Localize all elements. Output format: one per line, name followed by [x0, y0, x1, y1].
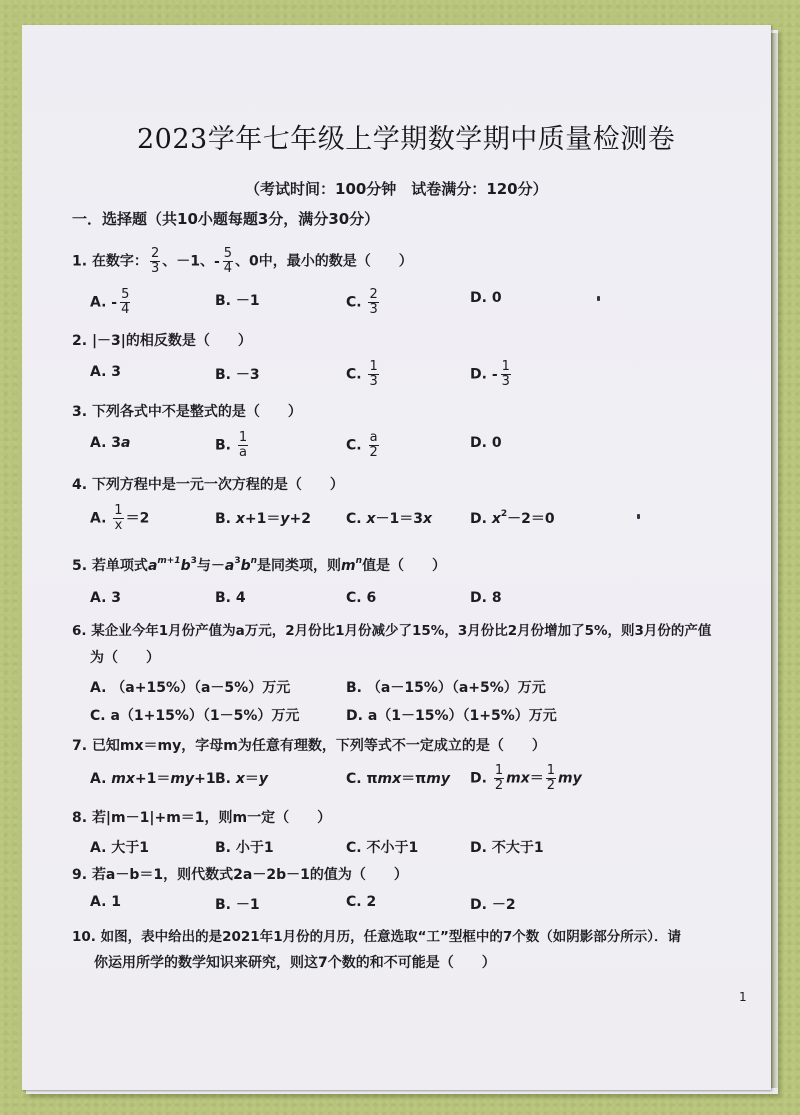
option-9b[interactable]: B. －1 — [215, 897, 260, 913]
option-9c[interactable]: C. 2 — [346, 894, 377, 910]
option-5a[interactable]: A. 3 — [90, 590, 122, 606]
option-9d[interactable]: D. －2 — [470, 897, 516, 913]
option-4b[interactable]: B. x+1＝y+2 — [215, 511, 312, 527]
option-2c[interactable]: C. $\frac{1}{3}$ — [346, 359, 378, 389]
paper-speck — [597, 296, 600, 301]
option-1d[interactable]: D. 0 — [470, 290, 502, 306]
option-8b[interactable]: B. 小于1 — [215, 840, 274, 856]
option-8c[interactable]: C. 不小于1 — [346, 840, 419, 856]
option-1a[interactable]: A. - $\frac{5}{4}$ — [90, 287, 130, 317]
option-3b[interactable]: B. $\frac{1}{a}$ — [215, 430, 248, 460]
option-3a[interactable]: A. 3a — [90, 435, 131, 451]
fraction: $\frac{1}{3}$ — [501, 359, 510, 389]
question-3: 3. 下列各式中不是整式的是（ ） — [72, 404, 302, 420]
exam-info: （考试时间：100分钟 试卷满分：120分） — [245, 180, 548, 198]
option-5d[interactable]: D. 8 — [470, 590, 502, 606]
question-10-line2: 你运用所学的数学知识来研究，则这7个数的和不可能是（ ） — [94, 955, 496, 971]
section-heading: 一．选择题（共10小题每题3分，满分30分） — [72, 210, 380, 228]
question-10: 10. 如图，表中给出的是2021年1月份的月历，任意选取“工”型框中的7个数（如阴影部分所示）．请 — [72, 929, 681, 945]
question-number: 1. — [72, 253, 88, 270]
option-6c[interactable]: C. a（1+15%）（1－5%）万元 — [90, 708, 300, 724]
option-7c[interactable]: C. πmx＝πmy — [346, 771, 450, 787]
option-5b[interactable]: B. 4 — [215, 590, 246, 606]
option-2a[interactable]: A. 3 — [90, 364, 122, 380]
question-1: 1. 在数字： $\frac{2}{3}$ 、－1、- $\frac{5}{4}$ 、0中，最小的数是（ ） — [72, 246, 413, 276]
fraction: $\frac{1}{2}$ — [546, 763, 556, 793]
question-2: 2. |－3|的相反数是（ ） — [72, 333, 252, 349]
fraction: $\frac{1}{a}$ — [238, 430, 248, 460]
page-title: 2023学年七年级上学期数学期中质量检测卷 — [137, 124, 676, 155]
fraction: $\frac{5}{4}$ — [121, 287, 130, 317]
option-4d[interactable]: D. $x^2-2=0$ — [470, 509, 555, 527]
option-1c[interactable]: C. $\frac{2}{3}$ — [346, 287, 378, 317]
option-6a[interactable]: A. （a+15%）（a－5%）万元 — [90, 680, 291, 696]
question-8: 8. 若|m－1|+m＝1，则m一定（ ） — [72, 810, 332, 826]
question-4: 4. 下列方程中是一元一次方程的是（ ） — [72, 477, 344, 493]
option-2b[interactable]: B. －3 — [215, 367, 260, 383]
option-2d[interactable]: D. - $\frac{1}{3}$ — [470, 359, 510, 389]
option-3c[interactable]: C. $\frac{a}{2}$ — [346, 430, 378, 460]
option-8a[interactable]: A. 大于1 — [90, 840, 150, 856]
option-8d[interactable]: D. 不大于1 — [470, 840, 544, 856]
paper-shadow — [771, 33, 779, 1088]
question-6: 6. 某企业今年1月份产值为a万元，2月份比1月份减少了15%，3月份比2月份增加了5%，则3月份的产值 — [72, 623, 712, 639]
fraction: $\frac{1}{3}$ — [369, 359, 378, 389]
option-7b[interactable]: B. x＝y — [215, 771, 269, 787]
option-4c[interactable]: C. x－1＝3x — [346, 511, 433, 527]
question-text-part: 、－1、 — [162, 253, 214, 270]
option-5c[interactable]: C. 6 — [346, 590, 377, 606]
option-1b[interactable]: B. －1 — [215, 293, 260, 309]
fraction: $\frac{1}{2}$ — [494, 763, 504, 793]
fraction: $\frac{2}{3}$ — [150, 246, 160, 276]
option-6b[interactable]: B. （a－15%）（a+5%）万元 — [346, 680, 546, 696]
option-6d[interactable]: D. a（1－15%）（1+5%）万元 — [346, 708, 557, 724]
page-number: 1 — [739, 990, 747, 1004]
fraction: $\frac{1}{x}$ — [114, 503, 123, 533]
option-4a[interactable]: A. $\frac{1}{x}$ ＝2 — [90, 503, 150, 533]
fraction: $\frac{2}{3}$ — [369, 287, 378, 317]
option-7a[interactable]: A. mx+1＝my+1 — [90, 771, 216, 787]
paper-speck — [637, 514, 640, 519]
option-9a[interactable]: A. 1 — [90, 894, 122, 910]
question-6-line2: 为（ ） — [90, 650, 160, 666]
question-text-part: 、0中，最小的数是（ ） — [235, 253, 413, 270]
fraction: $\frac{5}{4}$ — [223, 246, 233, 276]
question-9: 9. 若a－b＝1，则代数式2a－2b－1的值为（ ） — [72, 867, 408, 883]
option-7d[interactable]: D. $\frac{1}{2}$ mx＝ $\frac{1}{2}$ my — [470, 763, 582, 793]
option-3d[interactable]: D. 0 — [470, 435, 502, 451]
question-7: 7. 已知mx＝my，字母m为任意有理数，下列等式不一定成立的是（ ） — [72, 738, 546, 754]
question-text-part: 在数字： — [91, 253, 148, 270]
question-5: 5. 若单项式$a^{m+1}b^3$与$-a^3b^n$是同类项，则$m^n$值是（ ） — [72, 556, 447, 574]
fraction: $\frac{a}{2}$ — [369, 430, 378, 460]
